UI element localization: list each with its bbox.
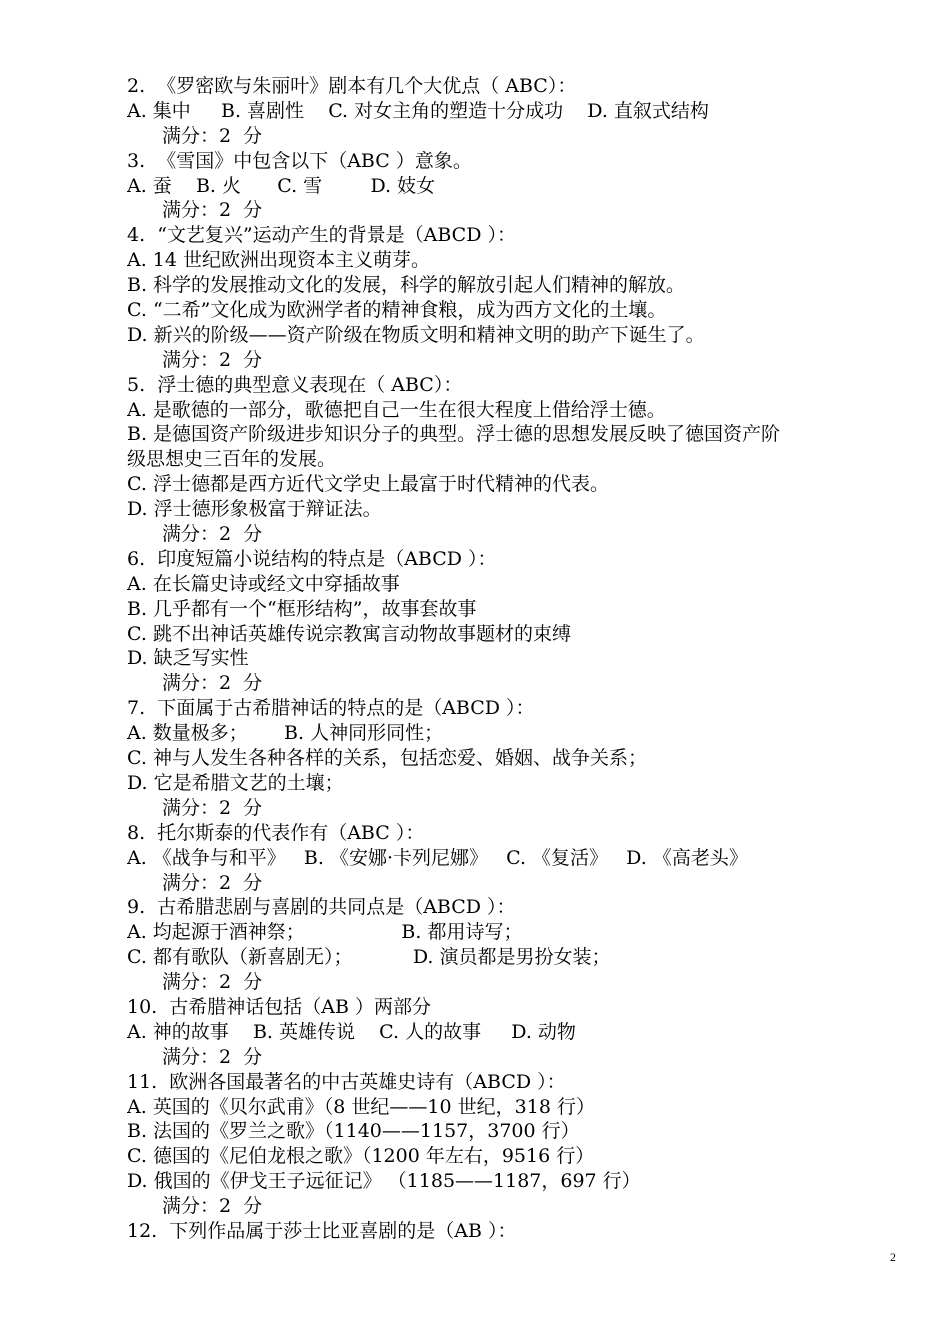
text-line: C. 都有歌队（新喜剧无）； D. 演员都是男扮女装； bbox=[127, 946, 611, 969]
text-line: D. 浮士德形象极富于辩证法。 bbox=[127, 498, 382, 521]
document-body bbox=[127, 74, 907, 1244]
text-line: 10. 古希腊神话包括（AB ）两部分 bbox=[127, 995, 432, 1018]
text-line: B. 法国的《罗兰之歌》（1140——1157，3700 行） bbox=[127, 1120, 580, 1143]
score-line: 满分：2 分 bbox=[162, 1045, 263, 1068]
text-line: 4. “文艺复兴”运动产生的背景是（ABCD ）： bbox=[127, 224, 516, 247]
text-line: 3. 《雪国》中包含以下（ABC ）意象。 bbox=[127, 149, 472, 172]
text-line: A. 在长篇史诗或经文中穿插故事 bbox=[127, 572, 400, 595]
text-line: A. 集中 B. 喜剧性 C. 对女主角的塑造十分成功 D. 直叙式结构 bbox=[127, 99, 709, 122]
text-line: D. 新兴的阶级——资产阶级在物质文明和精神文明的助产下诞生了。 bbox=[127, 323, 705, 346]
text-line: A. 英国的《贝尔武甫》（8 世纪——10 世纪，318 行） bbox=[127, 1095, 595, 1118]
text-line: A. 均起源于酒神祭； B. 都用诗写； bbox=[127, 921, 523, 944]
text-line: C. 浮士德都是西方近代文学史上最富于时代精神的代表。 bbox=[127, 473, 609, 496]
text-line: 9. 古希腊悲剧与喜剧的共同点是（ABCD ）： bbox=[127, 896, 516, 919]
score-line: 满分：2 分 bbox=[162, 1195, 263, 1218]
score-line: 满分：2 分 bbox=[162, 796, 263, 819]
text-line: 8. 托尔斯泰的代表作有（ABC ）： bbox=[127, 821, 425, 844]
text-line: A. 蚕 B. 火 C. 雪 D. 妓女 bbox=[127, 174, 436, 197]
score-line: 满分：2 分 bbox=[162, 199, 263, 222]
text-line: 5. 浮士德的典型意义表现在（ ABC）： bbox=[127, 373, 463, 396]
text-line: C. 跳不出神话英雄传说宗教寓言动物故事题材的束缚 bbox=[127, 622, 571, 645]
text-line: C. 德国的《尼伯龙根之歌》（1200 年左右，9516 行） bbox=[127, 1145, 595, 1168]
text-line: A. 数量极多； B. 人神同形同性； bbox=[127, 722, 444, 745]
text-line: C. 神与人发生各种各样的关系，包括恋爱、婚姻、战争关系； bbox=[127, 747, 647, 770]
text-line: B. 几乎都有一个“框形结构”，故事套故事 bbox=[127, 597, 477, 620]
text-line: C. “二希”文化成为欧洲学者的精神食粮，成为西方文化的土壤。 bbox=[127, 299, 667, 322]
score-line: 满分：2 分 bbox=[162, 348, 263, 371]
text-line: A. 是歌德的一部分，歌德把自己一生在很大程度上借给浮士德。 bbox=[127, 398, 666, 421]
text-line: 6. 印度短篇小说结构的特点是（ABCD ）： bbox=[127, 547, 497, 570]
score-line: 满分：2 分 bbox=[162, 672, 263, 695]
text-line: D. 它是希腊文艺的土壤； bbox=[127, 771, 344, 794]
text-line: D. 缺乏写实性 bbox=[127, 647, 249, 670]
text-line: B. 是德国资产阶级进步知识分子的典型。浮士德的思想发展反映了德国资产阶 bbox=[127, 423, 781, 446]
text-line: A. 14 世纪欧洲出现资本主义萌芽。 bbox=[127, 249, 431, 272]
text-line: 11. 欧洲各国最著名的中古英雄史诗有（ABCD ）： bbox=[127, 1070, 566, 1093]
text-line: 级思想史三百年的发展。 bbox=[127, 448, 337, 471]
score-line: 满分：2 分 bbox=[162, 523, 263, 546]
page-number: 2 bbox=[890, 1250, 896, 1264]
text-line: 7. 下面属于古希腊神话的特点的是（ABCD ）： bbox=[127, 697, 535, 720]
text-line: 12. 下列作品属于莎士比亚喜剧的是（AB ）： bbox=[127, 1219, 517, 1242]
text-line: 2. 《罗密欧与朱丽叶》剧本有几个大优点（ ABC）： bbox=[127, 75, 577, 97]
score-line: 满分：2 分 bbox=[162, 124, 263, 147]
score-line: 满分：2 分 bbox=[162, 871, 263, 894]
text-line: A. 神的故事 B. 英雄传说 C. 人的故事 D. 动物 bbox=[127, 1020, 576, 1043]
text-line: B. 科学的发展推动文化的发展，科学的解放引起人们精神的解放。 bbox=[127, 274, 686, 297]
text-line: A. 《战争与和平》 B. 《安娜·卡列尼娜》 C. 《复活》 D. 《高老头》 bbox=[127, 846, 748, 869]
score-line: 满分：2 分 bbox=[162, 971, 263, 994]
text-line: D. 俄国的《伊戈王子远征记》 （1185——1187，697 行） bbox=[127, 1170, 641, 1193]
